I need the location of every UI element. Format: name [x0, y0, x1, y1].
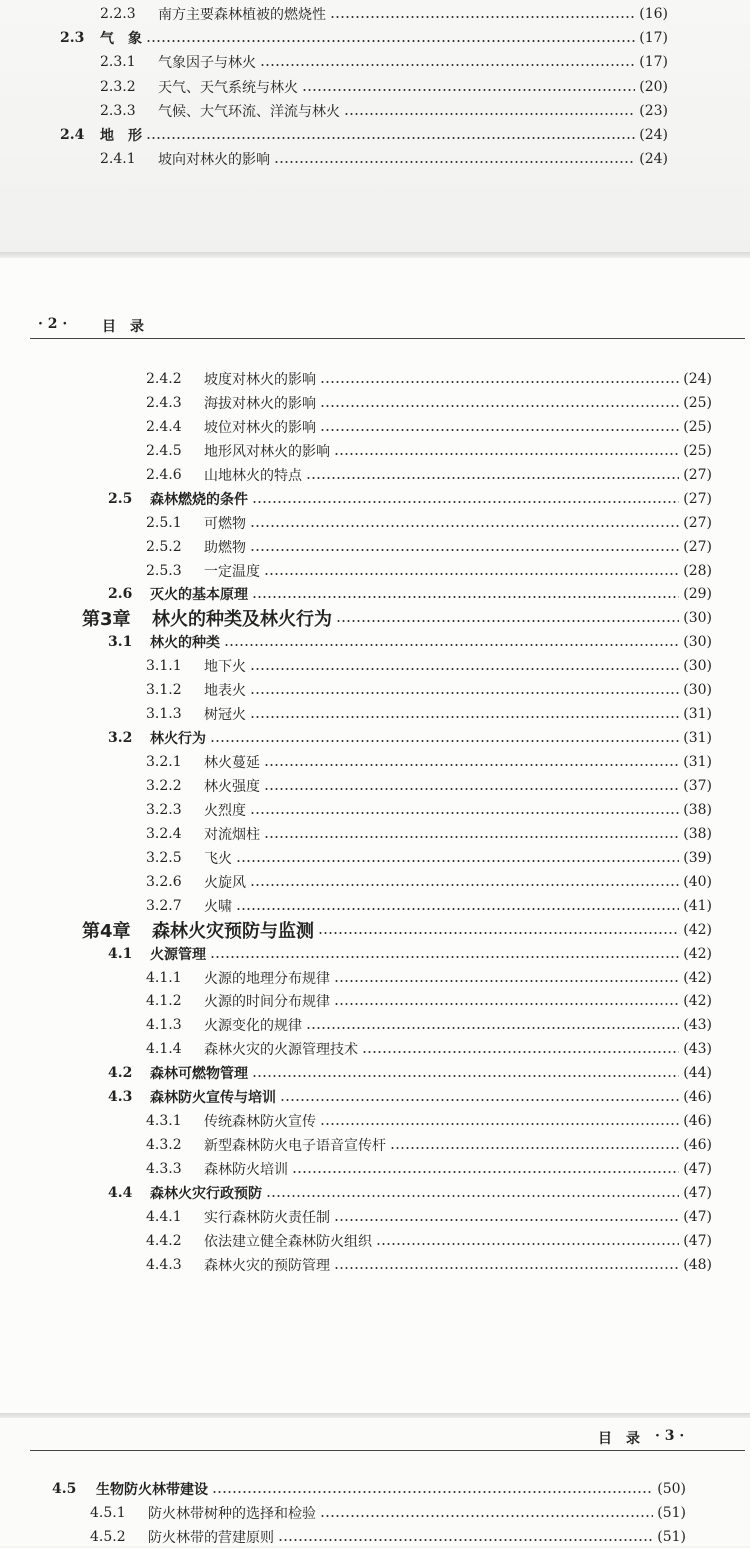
- dot-leader: [320, 1123, 679, 1125]
- dot-leader: [252, 1075, 679, 1077]
- toc-page-number: (37): [683, 777, 712, 794]
- toc-entry-number: 4.4: [108, 1184, 133, 1201]
- toc-entry-title: 火烈度: [204, 802, 246, 819]
- dot-leader: [224, 644, 679, 646]
- toc-section-entry[interactable]: [108, 488, 712, 510]
- dot-leader: [252, 501, 679, 503]
- toc-page-number: (47): [683, 1184, 712, 1201]
- toc-page-number: (42): [683, 969, 712, 986]
- toc-page-number: (27): [683, 538, 712, 555]
- toc-page-number: (30): [683, 610, 712, 627]
- toc-subsection-entry[interactable]: [146, 1158, 712, 1180]
- toc-entry-number: 2.3.2: [100, 78, 136, 95]
- dot-leader: [334, 453, 679, 455]
- dot-leader: [264, 573, 679, 575]
- toc-entry-title: 生物防火林带建设: [96, 1482, 208, 1498]
- dot-leader: [306, 477, 679, 479]
- toc-entry-number: 4.1.3: [146, 1017, 182, 1034]
- toc-entry-title: 森林火灾行政预防: [150, 1185, 262, 1202]
- toc-subsection-entry[interactable]: [146, 1014, 712, 1036]
- toc-entry-title: 火源的时间分布规律: [204, 994, 330, 1011]
- toc-entry-number: 3.1: [108, 634, 133, 651]
- toc-entry-title: 林火强度: [204, 778, 260, 795]
- page-number-header: · 2 ·: [38, 316, 68, 332]
- toc-subsection-entry[interactable]: [146, 967, 712, 989]
- toc-entry-title: 防火林带的营建原则: [148, 1530, 274, 1546]
- toc-subsection-entry[interactable]: [146, 679, 712, 701]
- toc-entry-title: 可燃物: [204, 515, 246, 532]
- toc-subsection-entry[interactable]: [146, 1110, 712, 1132]
- toc-entry-number: 3.2.6: [146, 873, 182, 890]
- dot-leader: [280, 1099, 679, 1101]
- dot-leader: [264, 788, 679, 790]
- toc-entry-title: 天气、天气系统与林火: [158, 79, 298, 96]
- toc-entry-number: 2.5.1: [146, 514, 182, 531]
- toc-subsection-entry[interactable]: [146, 655, 712, 677]
- toc-page-number: (46): [683, 1089, 712, 1106]
- toc-entry-title: 火源的地理分布规律: [204, 970, 330, 987]
- page-number-header: · 3 ·: [655, 1428, 685, 1444]
- dot-leader: [334, 980, 679, 982]
- toc-entry-title: 气候、大气环流、洋流与林火: [158, 103, 340, 120]
- dot-leader: [344, 113, 635, 115]
- toc-entry-number: 4.5.2: [90, 1529, 126, 1545]
- toc-entry-title: 火源管理: [150, 946, 206, 963]
- toc-page-number: (17): [639, 30, 668, 47]
- toc-subsection-entry[interactable]: [146, 464, 712, 486]
- toc-entry-number: 2.4.4: [146, 418, 182, 435]
- toc-page-number: (48): [683, 1256, 712, 1273]
- toc-entry-number: 4.1.4: [146, 1041, 182, 1058]
- dot-leader: [146, 137, 635, 139]
- header-rule: [30, 1450, 745, 1451]
- toc-page-number: (38): [683, 825, 712, 842]
- dot-leader: [250, 549, 679, 551]
- toc-entry-number: 2.4.1: [100, 151, 136, 168]
- toc-page-number: (31): [683, 754, 712, 771]
- toc-entry-number: 2.5: [108, 490, 133, 507]
- toc-entry-title: 助燃物: [204, 539, 246, 556]
- toc-page-number: (50): [657, 1481, 686, 1497]
- toc-entry-title: 林火的种类: [150, 635, 220, 652]
- toc-entry-number: 4.3: [108, 1089, 133, 1106]
- toc-entry-title: 森林防火宣传与培训: [150, 1090, 276, 1107]
- toc-page-number: (25): [683, 442, 712, 459]
- running-header-title: 目 录: [102, 319, 144, 335]
- toc-entry-title: 新型森林防火电子语音宣传杆: [204, 1138, 386, 1155]
- toc-entry-number: 2.4.5: [146, 442, 182, 459]
- toc-entry-number: 4.1.1: [146, 969, 182, 986]
- toc-page-number: (51): [657, 1505, 686, 1521]
- header-rule: [30, 338, 745, 339]
- toc-entry-title: 坡位对林火的影响: [204, 419, 316, 436]
- toc-subsection-entry[interactable]: [146, 751, 712, 773]
- toc-entry-number: 2.3.3: [100, 102, 136, 119]
- toc-page-number: (42): [683, 921, 712, 938]
- toc-entry-title: 森林火灾预防与监测: [152, 920, 314, 942]
- toc-entry-title: 灭火的基本原理: [150, 587, 248, 604]
- dot-leader: [250, 884, 679, 886]
- toc-subsection-entry[interactable]: [146, 536, 712, 558]
- toc-entry-number: 4.5: [52, 1481, 77, 1497]
- toc-entry-title: 森林火灾的预防管理: [204, 1257, 330, 1274]
- toc-page-number: (38): [683, 801, 712, 818]
- dot-leader: [250, 812, 679, 814]
- toc-subsection-entry[interactable]: [146, 847, 712, 869]
- toc-entry-title: 林火的种类及林火行为: [152, 609, 332, 631]
- toc-entry-number: 4.3.2: [146, 1137, 182, 1154]
- toc-subsection-entry[interactable]: [146, 895, 712, 917]
- toc-page-number: (28): [683, 562, 712, 579]
- toc-entry-number: 2.6: [108, 586, 133, 603]
- toc-entry-number: 3.2.3: [146, 801, 182, 818]
- toc-subsection-entry[interactable]: [146, 823, 712, 845]
- toc-page-number: (46): [683, 1113, 712, 1130]
- toc-page-number: (27): [683, 514, 712, 531]
- dot-leader: [264, 836, 679, 838]
- dot-leader: [264, 764, 679, 766]
- toc-entry-title: 对流烟柱: [204, 826, 260, 843]
- toc-subsection-entry[interactable]: [146, 1038, 712, 1060]
- toc-subsection-entry[interactable]: [146, 799, 712, 821]
- toc-entry-title: 坡度对林火的影响: [204, 372, 316, 388]
- toc-subsection-entry[interactable]: [146, 392, 712, 414]
- dot-leader: [320, 1515, 653, 1517]
- toc-chapter-entry[interactable]: [82, 607, 712, 629]
- toc-subsection-entry[interactable]: [100, 100, 668, 122]
- toc-entry-number: 2.3: [60, 30, 85, 47]
- toc-entry-title: 地 形: [100, 127, 142, 144]
- toc-entry-title: 气 象: [100, 31, 142, 48]
- toc-entry-number: 2.4: [60, 126, 85, 143]
- toc-page-number: (43): [683, 1041, 712, 1058]
- toc-entry-number: 4.1: [108, 945, 133, 962]
- toc-entry-title: 海拔对林火的影响: [204, 395, 316, 412]
- toc-entry-title: 森林燃烧的条件: [150, 491, 248, 508]
- dot-leader: [250, 668, 679, 670]
- toc-entry-title: 山地林火的特点: [204, 467, 302, 484]
- toc-entry-title: 地形风对林火的影响: [204, 443, 330, 460]
- toc-entry-title: 火源变化的规律: [204, 1018, 302, 1035]
- dot-leader: [278, 1539, 653, 1541]
- toc-subsection-entry[interactable]: [146, 990, 712, 1012]
- toc-subsection-entry[interactable]: [90, 1526, 686, 1548]
- toc-page-number: (40): [683, 873, 712, 890]
- toc-entry-title: 森林可燃物管理: [150, 1066, 248, 1083]
- dot-leader: [266, 1195, 679, 1197]
- dot-leader: [336, 620, 679, 622]
- dot-leader: [306, 1027, 679, 1029]
- toc-section-entry[interactable]: [108, 583, 712, 605]
- toc-entry-title: 飞火: [204, 850, 232, 867]
- toc-entry-number: 3.2.5: [146, 849, 182, 866]
- toc-entry-number: 2.4.2: [146, 371, 182, 387]
- toc-subsection-entry[interactable]: [146, 1254, 712, 1276]
- toc-entry-title: 火啸: [204, 898, 232, 915]
- toc-page-number: (16): [639, 6, 668, 22]
- toc-page-number: (20): [639, 78, 668, 95]
- toc-entry-title: 树冠火: [204, 707, 246, 724]
- toc-page-number: (42): [683, 945, 712, 962]
- toc-entry-number: 4.3.1: [146, 1113, 182, 1130]
- toc-entry-number: 第4章: [82, 920, 131, 942]
- toc-section-entry[interactable]: [108, 631, 712, 653]
- toc-page-number: (30): [683, 658, 712, 675]
- toc-entry-number: 2.5.2: [146, 538, 182, 555]
- toc-page-number: (43): [683, 1017, 712, 1034]
- toc-entry-title: 南方主要森林植被的燃烧性: [158, 7, 326, 23]
- toc-section-entry[interactable]: [108, 1182, 712, 1204]
- toc-subsection-entry[interactable]: [146, 1134, 712, 1156]
- toc-entry-title: 地下火: [204, 659, 246, 676]
- toc-page-number: (25): [683, 394, 712, 411]
- toc-entry-number: 3.1.2: [146, 682, 182, 699]
- toc-entry-number: 4.3.3: [146, 1161, 182, 1178]
- toc-subsection-entry[interactable]: [100, 148, 668, 170]
- toc-entry-number: 4.4.3: [146, 1256, 182, 1273]
- toc-page-number: (24): [639, 126, 668, 143]
- toc-section-entry[interactable]: [60, 27, 668, 49]
- toc-entry-number: 3.2.1: [146, 754, 182, 771]
- toc-entry-number: 4.4.2: [146, 1232, 182, 1249]
- toc-entry-number: 2.5.3: [146, 562, 182, 579]
- toc-subsection-entry[interactable]: [146, 775, 712, 797]
- dot-leader: [250, 716, 679, 718]
- toc-entry-number: 4.2: [108, 1065, 133, 1082]
- toc-section-entry[interactable]: [108, 727, 712, 749]
- toc-subsection-entry[interactable]: [146, 871, 712, 893]
- dot-leader: [334, 1003, 679, 1005]
- toc-entry-title: 气象因子与林火: [158, 55, 256, 72]
- toc-entry-title: 传统森林防火宣传: [204, 1114, 316, 1131]
- toc-subsection-entry[interactable]: [146, 560, 712, 582]
- toc-entry-title: 坡向对林火的影响: [158, 152, 270, 169]
- toc-entry-number: 3.2.7: [146, 897, 182, 914]
- toc-subsection-entry[interactable]: [146, 1230, 712, 1252]
- toc-subsection-entry[interactable]: [100, 76, 668, 98]
- toc-page-number: (44): [683, 1065, 712, 1082]
- toc-page-number: (42): [683, 993, 712, 1010]
- dot-leader: [390, 1147, 679, 1149]
- toc-entry-number: 3.1.1: [146, 658, 182, 675]
- dot-leader: [252, 596, 679, 598]
- dot-leader: [236, 860, 679, 862]
- toc-subsection-entry[interactable]: [100, 51, 668, 73]
- toc-entry-number: 3.2.2: [146, 777, 182, 794]
- toc-entry-title: 林火蔓延: [204, 755, 260, 772]
- toc-section-entry[interactable]: [60, 124, 668, 146]
- toc-page-number: (47): [683, 1161, 712, 1178]
- dot-leader: [302, 89, 635, 91]
- toc-entry-number: 2.4.6: [146, 466, 182, 483]
- toc-page-number: (24): [683, 371, 712, 387]
- toc-entry-number: 4.1.2: [146, 993, 182, 1010]
- toc-subsection-entry[interactable]: [146, 416, 712, 438]
- toc-entry-number: 4.5.1: [90, 1505, 126, 1521]
- dot-leader: [260, 64, 635, 66]
- dot-leader: [334, 1267, 679, 1269]
- dot-leader: [376, 1243, 679, 1245]
- toc-entry-number: 3.1.3: [146, 706, 182, 723]
- toc-page-number: (27): [683, 490, 712, 507]
- toc-entry-number: 4.4.1: [146, 1208, 182, 1225]
- dot-leader: [210, 740, 679, 742]
- dot-leader: [250, 692, 679, 694]
- toc-entry-title: 森林防火培训: [204, 1162, 288, 1179]
- toc-section-entry[interactable]: [108, 943, 712, 965]
- toc-section-entry[interactable]: [52, 1478, 686, 1500]
- toc-page-number: (27): [683, 466, 712, 483]
- toc-page-number: (24): [639, 151, 668, 168]
- toc-entry-number: 第3章: [82, 609, 131, 631]
- dot-leader: [362, 1051, 679, 1053]
- toc-entry-title: 一定温度: [204, 563, 260, 580]
- toc-entry-title: 林火行为: [150, 731, 206, 748]
- dot-leader: [250, 525, 679, 527]
- dot-leader: [320, 429, 679, 431]
- toc-entry-number: 2.3.1: [100, 54, 136, 71]
- dot-leader: [330, 16, 635, 18]
- toc-entry-number: 2.4.3: [146, 394, 182, 411]
- dot-leader: [146, 40, 635, 42]
- toc-page-number: (30): [683, 634, 712, 651]
- toc-entry-title: 依法建立健全森林防火组织: [204, 1233, 372, 1250]
- toc-page-number: (47): [683, 1232, 712, 1249]
- toc-page-number: (31): [683, 706, 712, 723]
- toc-page-number: (39): [683, 849, 712, 866]
- dot-leader: [212, 1491, 653, 1493]
- toc-page-number: (23): [639, 102, 668, 119]
- toc-entry-number: 2.2.3: [100, 6, 136, 22]
- toc-subsection-entry[interactable]: [146, 703, 712, 725]
- toc-page-number: (47): [683, 1208, 712, 1225]
- toc-entry-number: 3.2.4: [146, 825, 182, 842]
- toc-subsection-entry[interactable]: [90, 1502, 686, 1524]
- toc-page-number: (41): [683, 897, 712, 914]
- dot-leader: [320, 381, 679, 383]
- toc-page-number: (31): [683, 730, 712, 747]
- running-header-title: 目 录: [598, 1431, 640, 1447]
- toc-section-entry[interactable]: [108, 1086, 712, 1108]
- toc-subsection-entry[interactable]: [146, 1206, 712, 1228]
- toc-page-number: (30): [683, 682, 712, 699]
- toc-page-number: (51): [657, 1529, 686, 1545]
- toc-page-number: (17): [639, 54, 668, 71]
- toc-section-entry[interactable]: [108, 1062, 712, 1084]
- toc-subsection-entry[interactable]: [146, 512, 712, 534]
- toc-page-number: (46): [683, 1137, 712, 1154]
- toc-subsection-entry[interactable]: [146, 368, 712, 390]
- toc-subsection-entry[interactable]: [146, 440, 712, 462]
- toc-entry-number: 3.2: [108, 730, 133, 747]
- toc-page-number: (29): [683, 586, 712, 603]
- dot-leader: [210, 956, 679, 958]
- dot-leader: [274, 161, 635, 163]
- toc-entry-title: 实行森林防火责任制: [204, 1209, 330, 1226]
- toc-entry-title: 森林火灾的火源管理技术: [204, 1042, 358, 1059]
- dot-leader: [236, 908, 679, 910]
- toc-subsection-entry[interactable]: [100, 3, 668, 25]
- toc-page-number: (25): [683, 418, 712, 435]
- dot-leader: [292, 1171, 679, 1173]
- dot-leader: [318, 932, 679, 934]
- toc-entry-title: 防火林带树种的选择和检验: [148, 1506, 316, 1522]
- toc-entry-title: 地表火: [204, 683, 246, 700]
- dot-leader: [320, 405, 679, 407]
- toc-entry-title: 火旋风: [204, 874, 246, 891]
- dot-leader: [334, 1219, 679, 1221]
- toc-chapter-entry[interactable]: [82, 919, 712, 941]
